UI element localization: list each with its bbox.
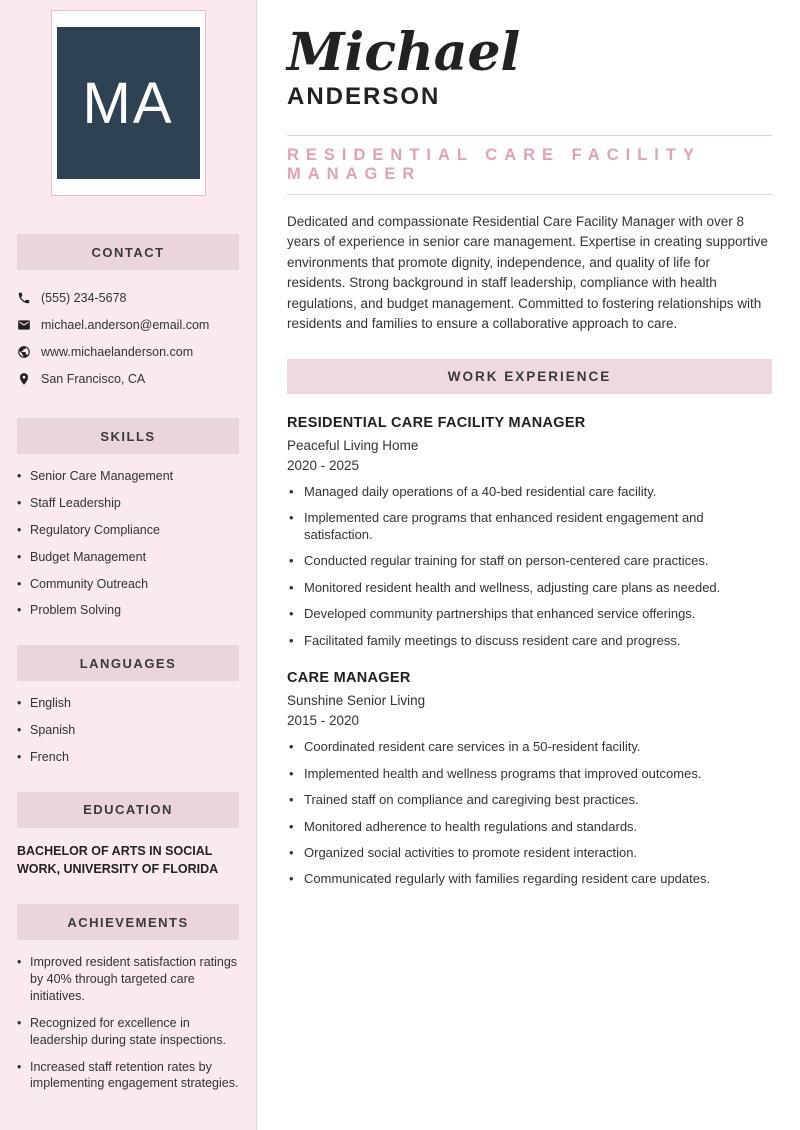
contact-heading: CONTACT bbox=[17, 234, 239, 270]
job-dates: 2015 - 2020 bbox=[287, 713, 360, 729]
main-content bbox=[257, 0, 800, 1130]
job-bullet: • Developed community partnerships that enhanced service offerings. bbox=[287, 606, 772, 623]
skills-heading: SKILLS bbox=[17, 418, 239, 454]
education-degree: BACHELOR OF ARTS IN SOCIAL WORK, UNIVERSITY OF FLORIDA bbox=[17, 843, 219, 876]
first-name: Michael bbox=[287, 22, 521, 83]
language-item: • English bbox=[17, 695, 239, 712]
contact-location-text: San Francisco, CA bbox=[41, 371, 146, 386]
job-company: Peaceful Living Home bbox=[287, 437, 419, 453]
skill-item: • Staff Leadership bbox=[17, 495, 239, 512]
skill-item: • Senior Care Management bbox=[17, 468, 239, 485]
monogram-frame bbox=[51, 10, 206, 196]
email-icon bbox=[17, 318, 31, 332]
job-bullet: • Implemented care programs that enhanced resident engagement and satisfaction. bbox=[287, 510, 772, 544]
phone-icon bbox=[17, 291, 31, 305]
job-bullet-list bbox=[287, 484, 772, 650]
job-bullet: • Trained staff on compliance and caregiving best practices. bbox=[287, 792, 772, 809]
skill-item: • Community Outreach bbox=[17, 576, 239, 593]
contact-item-email bbox=[17, 311, 239, 338]
skill-item: • Regulatory Compliance bbox=[17, 522, 239, 539]
achievement-item: • Increased staff retention rates by implementing engagement strategies. bbox=[17, 1059, 239, 1093]
contact-website-text: www.michaelanderson.com bbox=[41, 344, 194, 359]
achievement-item: • Recognized for excellence in leadership during state inspections. bbox=[17, 1015, 239, 1049]
job-bullet: • Implemented health and wellness programs that improved outcomes. bbox=[287, 766, 772, 783]
language-item: • French bbox=[17, 749, 239, 766]
job-bullet: • Managed daily operations of a 40-bed residential care facility. bbox=[287, 484, 772, 501]
job-bullet: • Facilitated family meetings to discuss resident care and progress. bbox=[287, 633, 772, 650]
job-bullet: • Communicated regularly with families regarding resident care updates. bbox=[287, 871, 772, 888]
skill-item: • Problem Solving bbox=[17, 602, 239, 619]
job-entry bbox=[287, 670, 772, 888]
contact-phone-text: (555) 234-5678 bbox=[41, 290, 127, 305]
language-item: • Spanish bbox=[17, 722, 239, 739]
job-bullet: • Conducted regular training for staff on person-centered care practices. bbox=[287, 553, 772, 570]
languages-list bbox=[17, 695, 239, 766]
job-bullet: • Coordinated resident care services in a 50-resident facility. bbox=[287, 739, 772, 756]
monogram: MA bbox=[57, 27, 200, 179]
contact-list bbox=[17, 284, 239, 392]
skills-list bbox=[17, 468, 239, 619]
headline-title: RESIDENTIAL CARE FACILITY MANAGER bbox=[287, 145, 701, 183]
sidebar bbox=[0, 0, 257, 1130]
divider-line bbox=[287, 194, 772, 195]
contact-item-website bbox=[17, 338, 239, 365]
job-company: Sunshine Senior Living bbox=[287, 693, 426, 709]
contact-email-text: michael.anderson@email.com bbox=[41, 317, 210, 332]
title-band bbox=[287, 135, 772, 195]
job-title: RESIDENTIAL CARE FACILITY MANAGER bbox=[287, 414, 586, 431]
education-heading: EDUCATION bbox=[17, 792, 239, 828]
globe-icon bbox=[17, 345, 31, 359]
summary-paragraph: Dedicated and compassionate Residential Care Facility Manager with over 8 years of experience in senior care management. Expertise in creating supportive environments that promote dignity, independence, and quality of life for residents. Strong background in staff leadership, compliance with health regulations, and budget management. Committed to fostering relationships with residents and families to ensure a collaborative approach to care. bbox=[287, 213, 769, 332]
job-bullet-list bbox=[287, 739, 772, 888]
contact-item-phone bbox=[17, 284, 239, 311]
location-icon bbox=[17, 372, 31, 386]
achievement-item: • Improved resident satisfaction ratings by 40% through targeted care initiatives. bbox=[17, 954, 239, 1005]
achievements-heading: ACHIEVEMENTS bbox=[17, 904, 239, 940]
work-experience-heading: WORK EXPERIENCE bbox=[287, 359, 772, 394]
achievements-list bbox=[17, 954, 239, 1092]
job-bullet: • Organized social activities to promote resident interaction. bbox=[287, 845, 772, 862]
job-entry bbox=[287, 415, 772, 650]
contact-item-location bbox=[17, 365, 239, 392]
skill-item: • Budget Management bbox=[17, 549, 239, 566]
last-name: ANDERSON bbox=[287, 82, 441, 110]
job-bullet: • Monitored resident health and wellness, adjusting care plans as needed. bbox=[287, 580, 772, 597]
languages-heading: LANGUAGES bbox=[17, 645, 239, 681]
job-dates: 2020 - 2025 bbox=[287, 457, 360, 473]
job-bullet: • Monitored adherence to health regulations and standards. bbox=[287, 819, 772, 836]
job-title: CARE MANAGER bbox=[287, 670, 411, 687]
